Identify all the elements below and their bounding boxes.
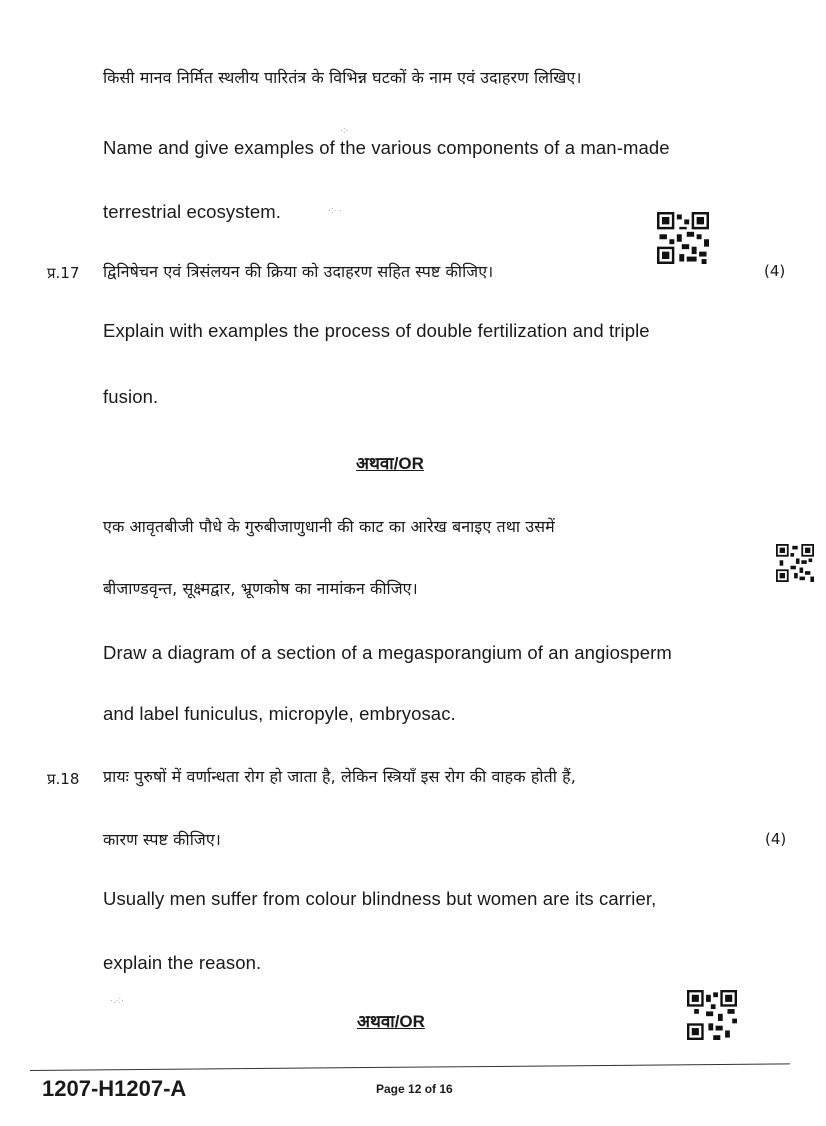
- paper-code: 1207-H1207-A: [42, 1076, 187, 1101]
- q18-english-line-2: explain the reason.: [103, 952, 262, 973]
- q18-marks: (4): [765, 830, 787, 848]
- footer-rule: [30, 1063, 790, 1071]
- q17-alt-hindi-line-2: बीजाण्डवृन्त, सूक्ष्मद्वार, भ्रूणकोष का नामांकन कीजिए।: [103, 579, 418, 598]
- qr-code-icon: [687, 990, 737, 1040]
- q17-alt-english-line-1: Draw a diagram of a section of a megasporangium of an angiosperm: [103, 642, 672, 663]
- q18-hindi-line-2: कारण स्पष्ट कीजिए।: [103, 830, 221, 849]
- q17-number: प्र.17: [47, 264, 80, 282]
- q17-hindi-text: द्विनिषेचन एवं त्रिसंलयन की क्रिया को उदाहरण सहित स्पष्ट कीजिए।: [103, 262, 494, 281]
- q17-alt-english-line-2: and label funiculus, micropyle, embryosac.: [103, 703, 456, 724]
- q17-alt-hindi-line-1: एक आवृतबीजी पौधे के गुरुबीजाणुधानी की काट का आरेख बनाइए तथा उसमें: [103, 517, 555, 536]
- q17-english-line-2: fusion.: [103, 386, 159, 407]
- scan-speck: ·.·:·: [110, 995, 124, 1005]
- q17-marks: (4): [764, 262, 786, 280]
- q16-english-line-1: Name and give examples of the various components of a man-made: [103, 137, 670, 158]
- qr-code-icon: [776, 544, 814, 582]
- q16-hindi-text: किसी मानव निर्मित स्थलीय पारितंत्र के विभिन्न घटकों के नाम एवं उदाहरण लिखिए।: [103, 68, 582, 87]
- q17-or-divider: अथवा/OR: [356, 454, 424, 473]
- q18-english-line-1: Usually men suffer from colour blindness but women are its carrier,: [103, 888, 657, 909]
- qr-code-icon: [657, 212, 709, 264]
- page-number: Page 12 of 16: [376, 1082, 453, 1096]
- q17-english-line-1: Explain with examples the process of double fertilization and triple: [103, 320, 650, 341]
- q18-hindi-line-1: प्रायः पुरुषों में वर्णान्धता रोग हो जाता है, लेकिन स्त्रियाँ इस रोग की वाहक होती हैं,: [103, 767, 576, 786]
- q18-or-divider: अथवा/OR: [357, 1012, 425, 1031]
- q18-number: प्र.18: [47, 770, 80, 788]
- scan-speck: ·:· ·: [328, 205, 342, 215]
- scan-speck: ·:·: [340, 125, 349, 135]
- q16-english-line-2: terrestrial ecosystem.: [103, 201, 281, 222]
